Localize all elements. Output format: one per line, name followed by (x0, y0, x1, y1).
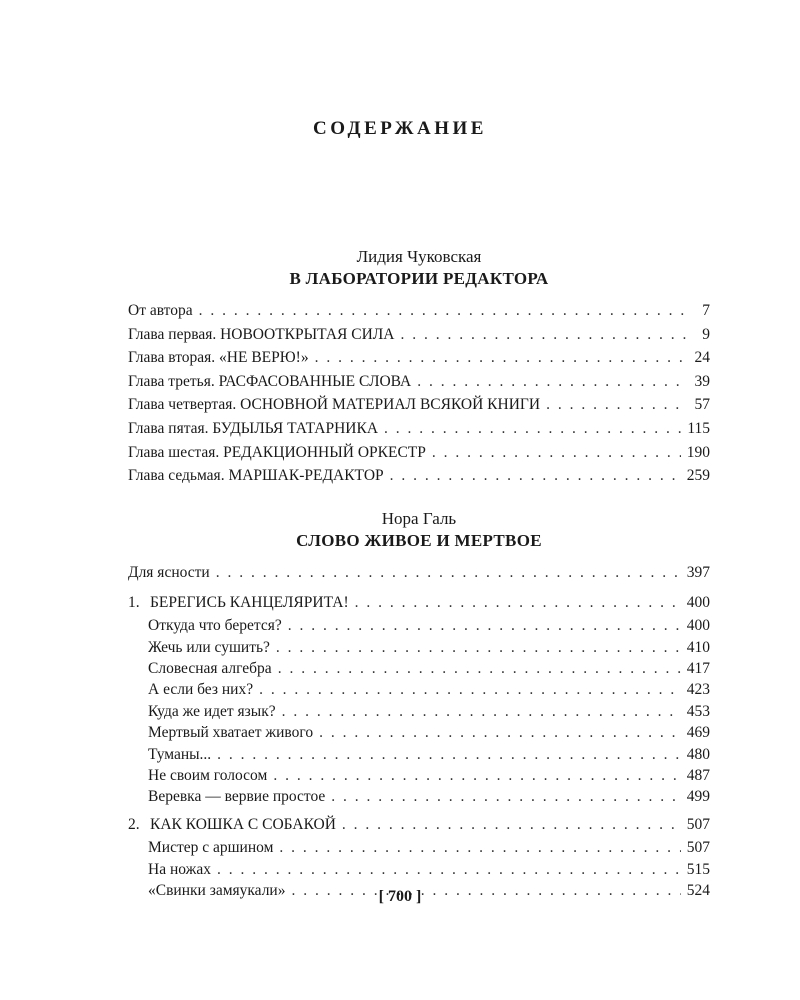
toc-entry (128, 467, 710, 491)
toc-entry-text: Не своим голосом (148, 766, 268, 784)
toc-entry (128, 564, 710, 588)
dot-leader (390, 467, 681, 485)
section-book-title: СЛОВО ЖИВОЕ И МЕРТВОЕ (296, 531, 542, 550)
toc-entry-text: Глава вторая. «НЕ ВЕРЮ!» (128, 349, 309, 367)
toc-entry-page: 190 (686, 443, 710, 461)
dot-leader (217, 746, 681, 764)
dot-leader (315, 349, 686, 367)
dot-leader (432, 444, 681, 462)
dot-leader (217, 861, 681, 879)
toc-entry-page: 57 (694, 396, 710, 414)
section-author: Лидия Чуковская (356, 247, 482, 266)
toc-entry-text: Туманы... (148, 745, 212, 763)
dot-leader (417, 373, 686, 391)
toc-entry-text: Глава четвертая. ОСНОВНОЙ МАТЕРИАЛ ВСЯКОЙ КНИГИ (128, 396, 541, 414)
dot-leader (199, 302, 686, 320)
toc-entry (128, 326, 710, 350)
toc-entry-page: 115 (687, 419, 710, 437)
section-book-title: В ЛАБОРАТОРИИ РЕДАКТОРА (289, 269, 549, 288)
toc-entry-text: БЕРЕГИСЬ КАНЦЕЛЯРИТА! (150, 593, 349, 611)
toc-entry-text: КАК КОШКА С СОБАКОЙ (150, 815, 336, 833)
page-number: [ 700 ] (378, 888, 422, 905)
toc-entry-page: 423 (686, 681, 710, 699)
toc-subentry (128, 861, 710, 882)
toc-subentry (128, 767, 710, 788)
section-gal (128, 508, 710, 903)
section-chukovskaya (128, 246, 710, 491)
toc-entry (128, 420, 710, 444)
toc-entry-page: 24 (694, 349, 710, 367)
toc-entry-page: 417 (686, 659, 710, 677)
dot-leader (355, 594, 681, 612)
toc-entry-text: Мистер с аршином (148, 839, 274, 857)
toc-entry-page: 7 (702, 302, 710, 319)
chapter-number: 1. (128, 593, 140, 611)
toc-chapter (128, 594, 710, 618)
toc-entry-text: Откуда что берется? (148, 617, 282, 635)
toc-entry-page: 487 (686, 766, 710, 784)
toc-subentry (128, 746, 710, 767)
toc-entry-text: Словесная алгебра (148, 659, 272, 677)
toc-entry-page: 9 (702, 325, 710, 343)
toc-entry-text: «Свинки замяукали» (148, 882, 286, 900)
toc-list (128, 302, 710, 491)
dot-leader (288, 617, 681, 635)
toc-subentry (128, 681, 710, 702)
toc-entry-text: Куда же идет язык? (148, 702, 276, 720)
toc-subentry (128, 660, 710, 681)
dot-leader (273, 767, 680, 785)
toc-entry-page: 515 (686, 860, 710, 878)
toc-entry-text: Для ясности (128, 564, 210, 581)
toc-list (128, 564, 710, 903)
toc-entry-text: Веревка — вервие простое (148, 788, 326, 806)
toc-entry (128, 302, 710, 326)
section-author: Нора Галь (381, 509, 457, 528)
page-title: СОДЕРЖАНИЕ (313, 118, 487, 139)
toc-entry-text: Глава шестая. РЕДАКЦИОННЫЙ ОРКЕСТР (128, 443, 426, 461)
toc-entry-text: На ножах (148, 860, 211, 878)
toc-entry-text: Глава первая. НОВООТКРЫТАЯ СИЛА (128, 325, 395, 343)
dot-leader (278, 660, 681, 678)
toc-entry-page: 507 (686, 815, 710, 833)
toc-entry-text: А если без них? (148, 681, 254, 699)
toc-entry-page: 397 (686, 564, 710, 581)
toc-entry-page: 469 (686, 724, 710, 742)
toc-entry-text: Мертвый хватает живого (148, 724, 314, 742)
toc-entry-page: 499 (686, 788, 710, 806)
toc-entry-page: 410 (686, 638, 710, 656)
toc-entry-page: 480 (686, 745, 710, 763)
dot-leader (259, 681, 681, 699)
dot-leader (319, 724, 681, 742)
dot-leader (331, 788, 680, 806)
toc-entry-page: 259 (686, 467, 710, 485)
toc-subentry (128, 639, 710, 660)
toc-entry (128, 349, 710, 373)
toc-entry (128, 373, 710, 397)
toc-subentry (128, 788, 710, 809)
dot-leader (276, 639, 681, 657)
toc-subentry (128, 703, 710, 724)
toc-subentry (128, 617, 710, 638)
dot-leader (279, 839, 680, 857)
toc-entry-text: Глава пятая. БУДЫЛЬЯ ТАТАРНИКА (128, 419, 379, 437)
toc-entry-text: От автора (128, 302, 193, 319)
toc-entry (128, 396, 710, 420)
toc-subentry (128, 724, 710, 745)
dot-leader (384, 420, 681, 438)
toc-entry-text: Глава третья. РАСФАСОВАННЫЕ СЛОВА (128, 372, 412, 390)
dot-leader (342, 816, 681, 834)
dot-leader (546, 396, 686, 414)
toc-entry-page: 400 (686, 617, 710, 635)
toc-entry-page: 453 (686, 702, 710, 720)
toc-entry-page: 507 (686, 839, 710, 857)
toc-entry-text: Жечь или сушить? (148, 638, 270, 656)
dot-leader (282, 703, 681, 721)
toc-entry-page: 39 (694, 372, 710, 390)
toc-entry-page: 524 (686, 882, 710, 900)
toc-subentry (128, 839, 710, 860)
toc-entry-text: Глава седьмая. МАРШАК-РЕДАКТОР (128, 467, 384, 485)
toc-entry-page: 400 (686, 593, 710, 611)
toc-entry (128, 444, 710, 468)
dot-leader (216, 564, 681, 582)
dot-leader (400, 326, 686, 344)
toc-chapter (128, 816, 710, 840)
chapter-number: 2. (128, 815, 140, 833)
